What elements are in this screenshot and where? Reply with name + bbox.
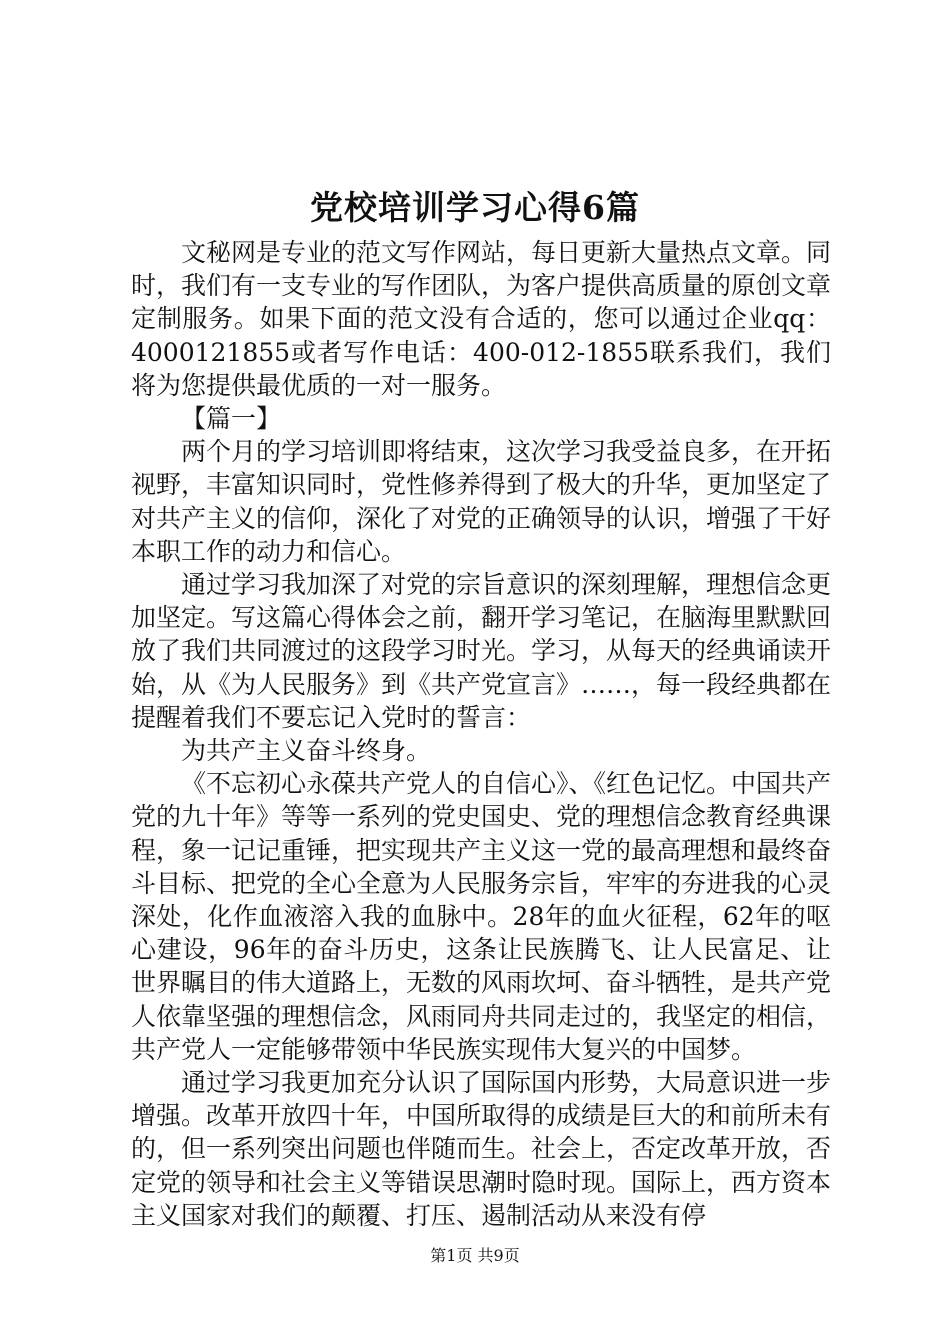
paragraph: 《不忘初心永葆共产党人的自信心》、《红色记忆。中国共产党的九十年》等等一系列的党史国史、党的理想信念教育经典课程，象一记记重锤，把实现共产主义这一党的最高理想和最终奋斗目标、把党的全心全意为人民服务宗旨，牢牢的夯进我的心灵深处，化作血液溶入我的血脉中。28年的血火征程，62年的呕心建设，96年的奋斗历史，这条让民族腾飞、让人民富足、让世界瞩目的伟大道路上，无数的风雨坎坷、奋斗牺牲，是共产党人依靠坚强的理想信念，风雨同舟共同走过的，我坚定的相信，共产党人一定能够带领中华民族实现伟大复兴的中国梦。 [131,769,832,1064]
document-title: 党校培训学习心得6篇 [310,188,640,227]
page-footer: 第1页 共9页 [430,1246,520,1265]
paragraph: 通过学习我更加充分认识了国际国内形势，大局意识进一步增强。改革开放四十年，中国所取得的成绩是巨大的和前所未有的，但一系列突出问题也伴随而生。社会上，否定改革开放，否定党的领导和社会主义等错误思潮时隐时现。国际上，西方资本主义国家对我们的颠覆、打压、遏制活动从来没有停 [131,1068,832,1230]
paragraph: 两个月的学习培训即将结束，这次学习我受益良多，在开拓视野，丰富知识同时，党性修养得到了极大的升华，更加坚定了对共产主义的信仰，深化了对党的正确领导的认识，增强了干好本职工作的动力和信心。 [131,437,832,566]
paragraph-section-heading: 【篇一】 [181,404,282,434]
paragraph: 为共产主义奋斗终身。 [181,736,432,766]
document-body [131,236,831,1232]
paragraph-intro: 文秘网是专业的范文写作网站，每日更新大量热点文章。同时，我们有一支专业的写作团队，为客户提供高质量的原创文章定制服务。如果下面的范文没有合适的，您可以通过企业qq：4000121855或者写作电话：400-012-1855联系我们，我们将为您提供最优质的一对一服务。 [131,238,832,400]
paragraph: 通过学习我加深了对党的宗旨意识的深刻理解，理想信念更加坚定。写这篇心得体会之前，翻开学习笔记，在脑海里默默回放了我们共同渡过的这段学习时光。学习，从每天的经典诵读开始，从《为人民服务》到《共产党宣言》……，每一段经典都在提醒着我们不要忘记入党时的誓言： [131,570,832,732]
